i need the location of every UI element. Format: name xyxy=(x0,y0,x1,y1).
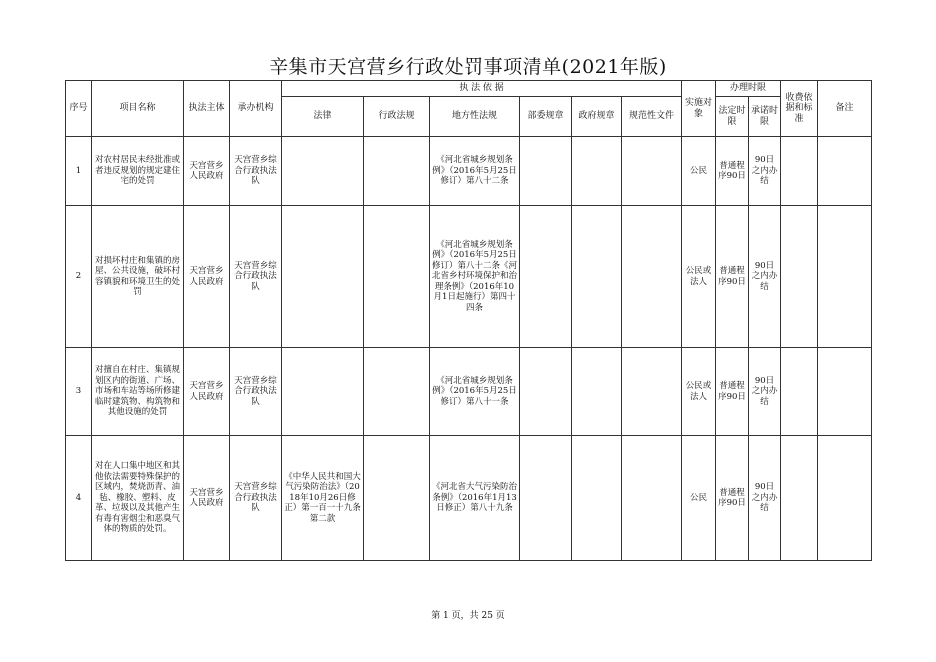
row-promise-time: 90日之内办结 xyxy=(749,206,781,348)
header-legal-time: 法定时限 xyxy=(716,97,749,137)
row-agency: 天宫营乡综合行政执法队 xyxy=(230,436,282,561)
table-row xyxy=(66,137,872,206)
row-fee xyxy=(781,206,818,348)
row-target: 公民或法人 xyxy=(682,348,716,436)
page-footer: 第 1 页，共 25 页 xyxy=(431,611,505,621)
row-agency: 天宫营乡综合行政执法队 xyxy=(230,348,282,436)
row-admin-reg xyxy=(364,348,430,436)
row-promise-time: 90日之内办结 xyxy=(749,137,781,206)
penalty-items-table xyxy=(65,80,872,561)
header-dept-rule: 部委规章 xyxy=(520,97,572,137)
row-remark xyxy=(818,348,872,436)
row-agency: 天宫营乡综合行政执法队 xyxy=(230,206,282,348)
row-dept-rule xyxy=(520,206,572,348)
row-target: 公民或法人 xyxy=(682,206,716,348)
table-row xyxy=(66,348,872,436)
row-promise-time: 90日之内办结 xyxy=(749,436,781,561)
row-dept-rule xyxy=(520,348,572,436)
header-item-name: 项目名称 xyxy=(92,81,184,137)
row-norm-doc xyxy=(622,137,682,206)
row-target: 公民 xyxy=(682,137,716,206)
row-item-name: 对擅自在村庄、集镇规划区内的街道、广场、市场和车站等场所修建临时建筑物、构筑物和其他设施的处罚 xyxy=(92,348,184,436)
row-item-name: 对在人口集中地区和其他依法需要特殊保护的区域内，焚烧沥青、油毡、橡胶、塑料、皮革、垃圾以及其他产生有毒有害烟尘和恶臭气体的物质的处罚。 xyxy=(92,436,184,561)
document-title: 辛集市天宫营乡行政处罚事项清单(2021年版) xyxy=(269,56,667,78)
row-item-name: 对农村居民未经批准或者违反规划的规定建住宅的处罚 xyxy=(92,137,184,206)
row-enforcer: 天宫营乡人民政府 xyxy=(184,436,230,561)
row-local-reg: 《河北省大气污染防治条例》（2016年1月13日修正）第八十九条 xyxy=(430,436,520,561)
row-index: 1 xyxy=(66,137,92,206)
row-gov-rule xyxy=(572,348,622,436)
row-gov-rule xyxy=(572,137,622,206)
row-norm-doc xyxy=(622,206,682,348)
row-admin-reg xyxy=(364,436,430,561)
table-row xyxy=(66,436,872,561)
row-admin-reg xyxy=(364,206,430,348)
row-law xyxy=(282,206,364,348)
header-index: 序号 xyxy=(66,81,92,137)
header-gov-rule: 政府规章 xyxy=(572,97,622,137)
row-legal-time: 普通程序90日 xyxy=(716,206,749,348)
row-local-reg: 《河北省城乡规划条例》（2016年5月25日修订）第八十二条《河北省乡村环境保护和治理条例》（2016年10月1日起施行）第四十四条 xyxy=(430,206,520,348)
header-promise-time: 承诺时限 xyxy=(749,97,781,137)
row-promise-time: 90日之内办结 xyxy=(749,348,781,436)
header-law: 法律 xyxy=(282,97,364,137)
header-target: 实施对象 xyxy=(682,81,716,137)
header-time-group: 办理时限 xyxy=(716,81,781,97)
row-remark xyxy=(818,206,872,348)
row-local-reg: 《河北省城乡规划条例》（2016年5月25日修订）第八十二条 xyxy=(430,137,520,206)
row-legal-time: 普通程序90日 xyxy=(716,436,749,561)
row-index: 4 xyxy=(66,436,92,561)
row-gov-rule xyxy=(572,206,622,348)
header-basis-group: 执 法 依 据 xyxy=(282,81,682,97)
table-row xyxy=(66,206,872,348)
row-fee xyxy=(781,137,818,206)
row-enforcer: 天宫营乡人民政府 xyxy=(184,348,230,436)
row-remark xyxy=(818,137,872,206)
row-fee xyxy=(781,348,818,436)
row-agency: 天宫营乡综合行政执法队 xyxy=(230,137,282,206)
row-target: 公民 xyxy=(682,436,716,561)
header-local-reg: 地方性法规 xyxy=(430,97,520,137)
row-law xyxy=(282,348,364,436)
row-index: 2 xyxy=(66,206,92,348)
row-norm-doc xyxy=(622,436,682,561)
header-agency: 承办机构 xyxy=(230,81,282,137)
header-norm-doc: 规范性文件 xyxy=(622,97,682,137)
row-legal-time: 普通程序90日 xyxy=(716,348,749,436)
row-fee xyxy=(781,436,818,561)
row-gov-rule xyxy=(572,436,622,561)
row-dept-rule xyxy=(520,137,572,206)
row-index: 3 xyxy=(66,348,92,436)
header-admin-reg: 行政法规 xyxy=(364,97,430,137)
row-local-reg: 《河北省城乡规划条例》（2016年5月25日修订）第八十一条 xyxy=(430,348,520,436)
row-dept-rule xyxy=(520,436,572,561)
row-enforcer: 天宫营乡人民政府 xyxy=(184,137,230,206)
row-legal-time: 普通程序90日 xyxy=(716,137,749,206)
row-enforcer: 天宫营乡人民政府 xyxy=(184,206,230,348)
header-fee: 收费依据和标准 xyxy=(781,81,818,137)
row-norm-doc xyxy=(622,348,682,436)
header-enforcer: 执法主体 xyxy=(184,81,230,137)
header-remark: 备注 xyxy=(818,81,872,137)
row-item-name: 对损坏村庄和集镇的房屋、公共设施，破坏村容镇貌和环境卫生的处罚 xyxy=(92,206,184,348)
row-law xyxy=(282,137,364,206)
row-remark xyxy=(818,436,872,561)
row-admin-reg xyxy=(364,137,430,206)
row-law: 《中华人民共和国大气污染防治法》（2018年10月26日修正）第一百一十九条第二款 xyxy=(282,436,364,561)
